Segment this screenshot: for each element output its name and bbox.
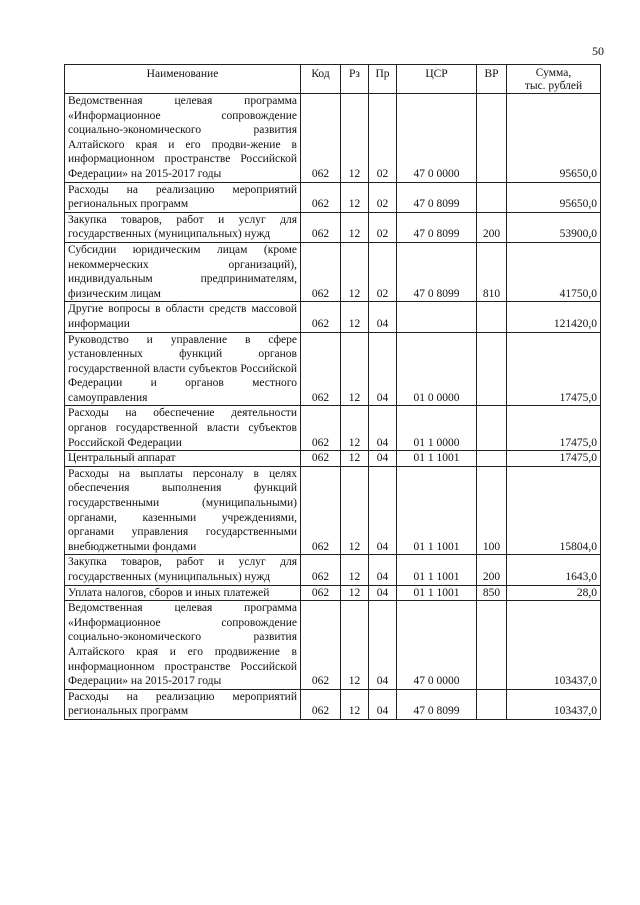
row-vr [477, 182, 507, 212]
row-rz: 12 [341, 689, 369, 719]
row-vr [477, 451, 507, 467]
row-vr: 200 [477, 555, 507, 585]
row-name: Субсидии юридическим лицам (кроме некоммерческих организаций), индивидуальным предпринимателям, физическим лицам [65, 242, 301, 301]
row-csr: 01 1 1001 [397, 555, 477, 585]
budget-table [64, 64, 601, 720]
table-row [65, 242, 601, 301]
header-sum-line1: Сумма, [535, 67, 572, 79]
row-rz: 12 [341, 242, 369, 301]
row-pr: 04 [369, 451, 397, 467]
row-sum: 95650,0 [507, 94, 601, 183]
row-rz: 12 [341, 332, 369, 406]
table-row [65, 689, 601, 719]
row-csr: 47 0 0000 [397, 94, 477, 183]
row-sum: 53900,0 [507, 212, 601, 242]
table-header-row [65, 65, 601, 94]
row-kod: 062 [301, 406, 341, 451]
row-name: Ведомственная целевая программа «Информационное сопровождение социально-экономического развития Алтайского края и его продви-жение в информационном пространстве Российской Федерации» на 2015-2017 годы [65, 94, 301, 183]
table-row [65, 406, 601, 451]
page-number: 50 [592, 44, 604, 58]
header-csr: ЦСР [397, 65, 477, 94]
row-csr: 01 1 1001 [397, 451, 477, 467]
row-vr: 850 [477, 585, 507, 601]
row-name: Уплата налогов, сборов и иных платежей [65, 585, 301, 601]
row-rz: 12 [341, 406, 369, 451]
row-pr: 04 [369, 466, 397, 555]
row-name: Центральный аппарат [65, 451, 301, 467]
row-vr [477, 406, 507, 451]
header-vr: ВР [477, 65, 507, 94]
row-sum: 15804,0 [507, 466, 601, 555]
row-pr: 02 [369, 94, 397, 183]
row-name: Ведомственная целевая программа «Информационное сопровождение социально-экономического развития Алтайского края и его продвижение в информационном пространстве Российской Федерации» на 2015-2017 годы [65, 601, 301, 690]
table-row [65, 466, 601, 555]
header-kod: Код [301, 65, 341, 94]
table-row [65, 585, 601, 601]
row-sum: 17475,0 [507, 451, 601, 467]
row-csr: 01 1 0000 [397, 406, 477, 451]
row-vr [477, 332, 507, 406]
row-name: Руководство и управление в сфере установленных функций органов государственной власти субъектов Российской Федерации и органов местного самоуправления [65, 332, 301, 406]
row-kod: 062 [301, 585, 341, 601]
row-sum: 41750,0 [507, 242, 601, 301]
row-kod: 062 [301, 466, 341, 555]
table-row [65, 94, 601, 183]
row-rz: 12 [341, 451, 369, 467]
row-kod: 062 [301, 94, 341, 183]
row-pr: 04 [369, 406, 397, 451]
row-vr: 100 [477, 466, 507, 555]
row-sum: 121420,0 [507, 302, 601, 332]
table-row [65, 212, 601, 242]
row-vr [477, 302, 507, 332]
table-body [65, 94, 601, 720]
row-name: Расходы на реализацию мероприятий региональных программ [65, 689, 301, 719]
row-kod: 062 [301, 212, 341, 242]
row-name: Расходы на реализацию мероприятий региональных программ [65, 182, 301, 212]
row-rz: 12 [341, 94, 369, 183]
row-sum: 17475,0 [507, 406, 601, 451]
header-rz: Рз [341, 65, 369, 94]
row-pr: 04 [369, 689, 397, 719]
row-rz: 12 [341, 601, 369, 690]
header-sum-line2: тыс. рублей [524, 80, 583, 92]
row-csr: 01 0 0000 [397, 332, 477, 406]
row-csr: 47 0 8099 [397, 182, 477, 212]
row-kod: 062 [301, 451, 341, 467]
row-csr: 01 1 1001 [397, 466, 477, 555]
row-csr: 47 0 8099 [397, 689, 477, 719]
row-name: Закупка товаров, работ и услуг для государственных (муниципальных) нужд [65, 555, 301, 585]
row-rz: 12 [341, 302, 369, 332]
row-vr [477, 689, 507, 719]
row-sum: 17475,0 [507, 332, 601, 406]
row-csr: 47 0 8099 [397, 212, 477, 242]
header-pr: Пр [369, 65, 397, 94]
row-pr: 02 [369, 242, 397, 301]
table-row [65, 555, 601, 585]
table-row [65, 601, 601, 690]
row-name: Закупка товаров, работ и услуг для государственных (муниципальных) нужд [65, 212, 301, 242]
row-pr: 04 [369, 302, 397, 332]
row-rz: 12 [341, 555, 369, 585]
row-name: Расходы на обеспечение деятельности органов государственной власти субъектов Российской Федерации [65, 406, 301, 451]
row-rz: 12 [341, 585, 369, 601]
row-pr: 04 [369, 555, 397, 585]
row-sum: 103437,0 [507, 601, 601, 690]
row-kod: 062 [301, 302, 341, 332]
row-sum: 95650,0 [507, 182, 601, 212]
row-kod: 062 [301, 689, 341, 719]
header-sum [507, 65, 601, 94]
row-kod: 062 [301, 332, 341, 406]
row-name: Расходы на выплаты персоналу в целях обеспечения выполнения функций государственными (муниципальными) органами, казенными учреждениями, органами управления государственными внебюджетными фондами [65, 466, 301, 555]
row-csr: 47 0 0000 [397, 601, 477, 690]
table-row [65, 302, 601, 332]
row-vr: 200 [477, 212, 507, 242]
table-row [65, 332, 601, 406]
row-vr [477, 601, 507, 690]
row-csr [397, 302, 477, 332]
table-row [65, 182, 601, 212]
row-pr: 04 [369, 601, 397, 690]
row-vr: 810 [477, 242, 507, 301]
header-name: Наименование [65, 65, 301, 94]
row-sum: 28,0 [507, 585, 601, 601]
row-sum: 1643,0 [507, 555, 601, 585]
row-vr [477, 94, 507, 183]
row-pr: 02 [369, 182, 397, 212]
row-pr: 04 [369, 585, 397, 601]
row-kod: 062 [301, 601, 341, 690]
row-sum: 103437,0 [507, 689, 601, 719]
row-csr: 47 0 8099 [397, 242, 477, 301]
row-pr: 02 [369, 212, 397, 242]
row-name: Другие вопросы в области средств массовой информации [65, 302, 301, 332]
table-row [65, 451, 601, 467]
row-pr: 04 [369, 332, 397, 406]
row-rz: 12 [341, 182, 369, 212]
row-rz: 12 [341, 466, 369, 555]
row-kod: 062 [301, 555, 341, 585]
row-rz: 12 [341, 212, 369, 242]
row-csr: 01 1 1001 [397, 585, 477, 601]
row-kod: 062 [301, 182, 341, 212]
row-kod: 062 [301, 242, 341, 301]
